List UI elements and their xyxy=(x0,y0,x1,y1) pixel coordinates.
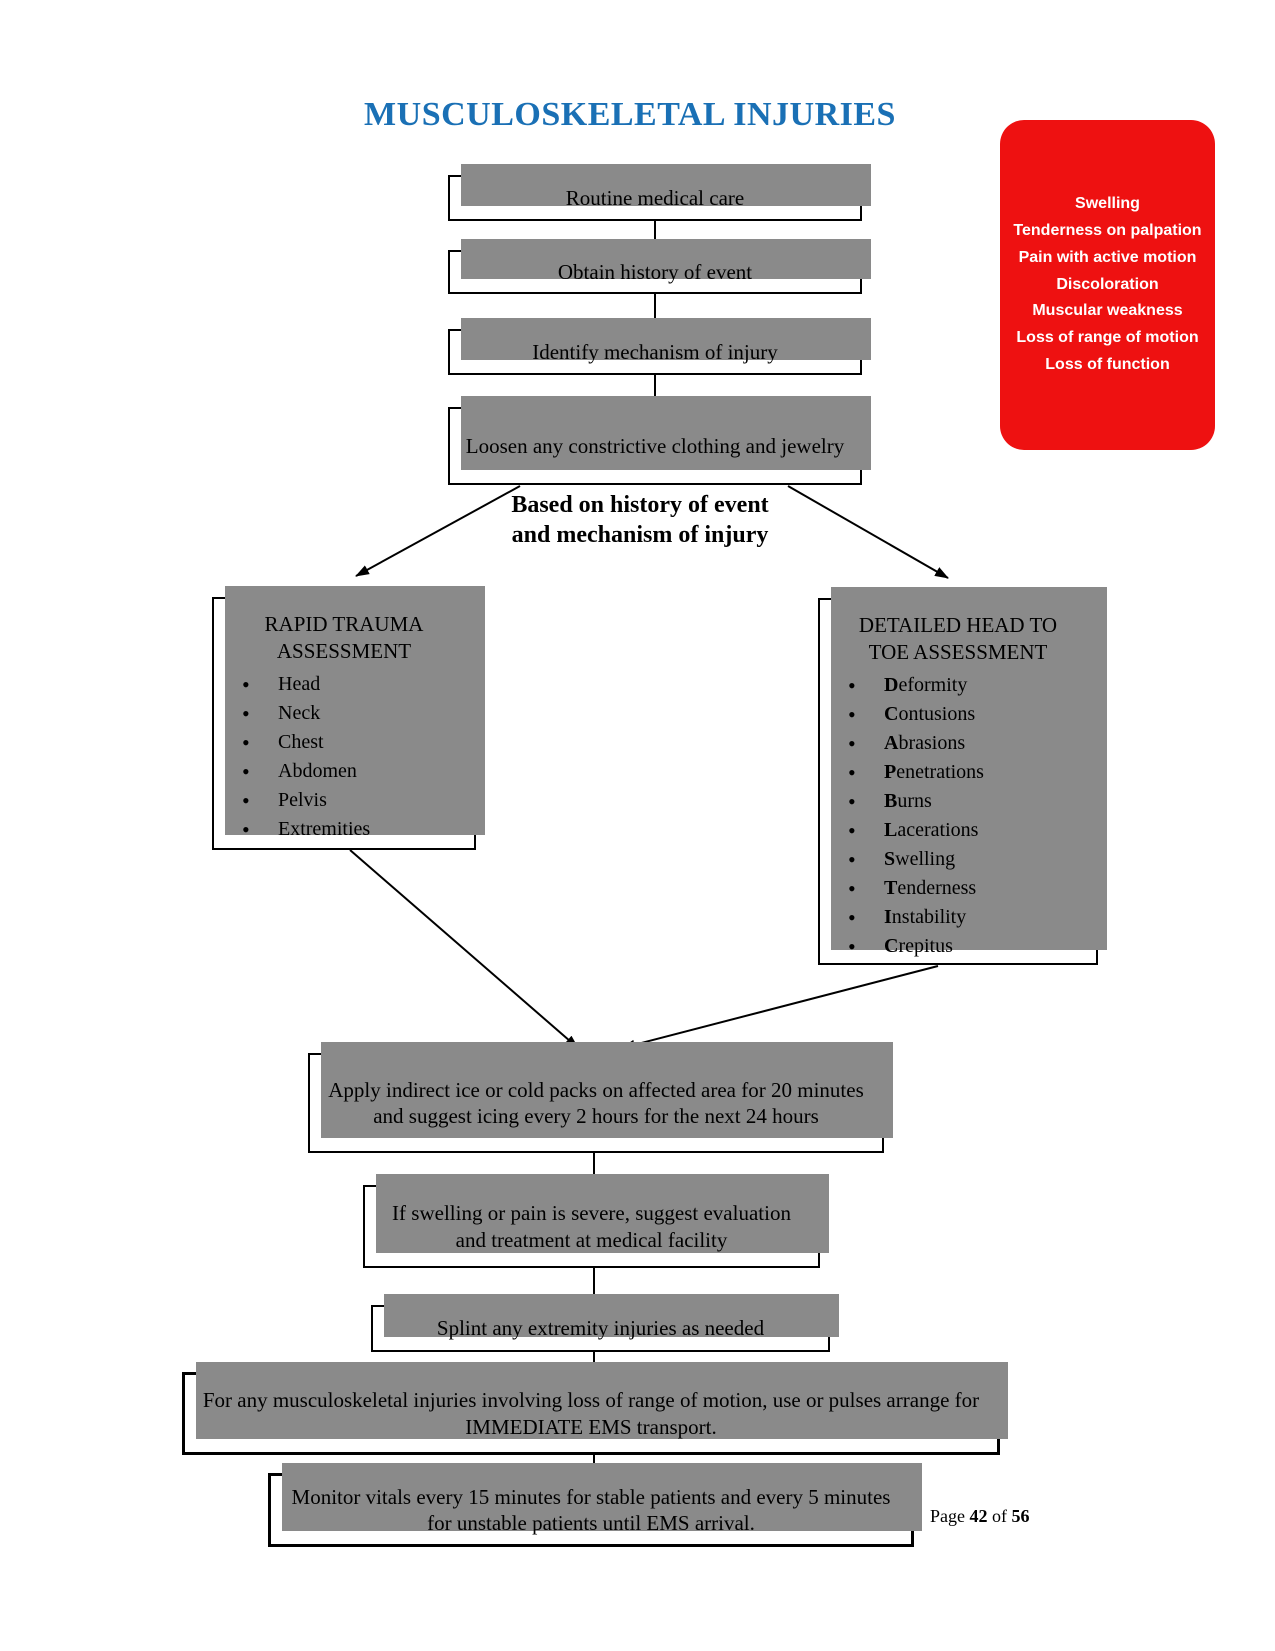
list-item: • Neck xyxy=(214,699,474,728)
flow-step-apply-ice xyxy=(308,1053,884,1153)
branch-label-line2: and mechanism of injury xyxy=(511,522,769,548)
flow-step-label: Identify mechanism of injury xyxy=(532,339,778,364)
list-item: • Pelvis xyxy=(214,786,474,815)
sign-item: Muscular weakness xyxy=(1032,302,1183,320)
list-item: • Abrasions xyxy=(820,729,1096,758)
list-item: • Head xyxy=(214,670,474,699)
page-title: MUSCULOSKELETAL INJURIES xyxy=(364,96,896,133)
rapid-assessment-list xyxy=(214,670,474,844)
list-item: • Extremities xyxy=(214,815,474,844)
list-item: • Abdomen xyxy=(214,757,474,786)
page-total: 56 xyxy=(1011,1506,1030,1526)
flow-step-obtain-history xyxy=(448,250,862,294)
flow-step-label: For any musculoskeletal injuries involving loss of range of motion, use or pulses arrange for IMMEDIATE EMS transport. xyxy=(202,1388,980,1439)
sign-item: Swelling xyxy=(1075,195,1140,213)
signs-symptoms-panel xyxy=(1000,120,1215,450)
flow-step-label: If swelling or pain is severe, suggest evaluation and treatment at medical facility xyxy=(392,1201,791,1252)
list-item: • Instability xyxy=(820,903,1096,932)
list-item: • Chest xyxy=(214,728,474,757)
sign-item: Pain with active motion xyxy=(1018,248,1197,266)
flow-step-identify-mechanism xyxy=(448,329,862,375)
flow-step-monitor-vitals xyxy=(268,1473,914,1547)
rapid-assessment-title: RAPID TRAUMA ASSESSMENT xyxy=(264,612,424,664)
sign-item: Discoloration xyxy=(1056,275,1159,293)
branch-condition-label xyxy=(440,490,840,550)
flow-step-loosen-clothing xyxy=(448,407,862,485)
list-item: • Penetrations xyxy=(820,758,1096,787)
flow-step-label: Splint any extremity injuries as needed xyxy=(436,1316,765,1341)
list-item: • Crepitus xyxy=(820,932,1096,961)
branch-label-line1: Based on history of event xyxy=(511,492,769,518)
flow-step-splint xyxy=(371,1305,830,1352)
flow-step-label: Obtain history of event xyxy=(557,259,753,284)
flow-step-label: Routine medical care xyxy=(565,185,745,210)
rapid-trauma-assessment-box xyxy=(212,597,476,850)
detailed-head-toe-assessment-box xyxy=(818,598,1098,965)
detailed-assessment-list xyxy=(820,671,1096,961)
sign-item: Tenderness on palpation xyxy=(1013,222,1202,239)
list-item: • Deformity xyxy=(820,671,1096,700)
flow-step-label: Apply indirect ice or cold packs on affected area for 20 minutes and suggest icing every 2 hours for the next 24 hours xyxy=(328,1077,864,1128)
list-item: • Swelling xyxy=(820,845,1096,874)
list-item: • Tenderness xyxy=(820,874,1096,903)
page-number: Page 42 of 56 xyxy=(930,1506,1030,1526)
list-item: • Lacerations xyxy=(820,816,1096,845)
page-current: 42 xyxy=(969,1506,988,1526)
list-item: • Contusions xyxy=(820,700,1096,729)
flow-step-label: Loosen any constrictive clothing and jewelry xyxy=(465,433,845,458)
flow-step-routine-care xyxy=(448,175,862,221)
sign-item: Loss of range of motion xyxy=(1016,329,1199,347)
sign-item: Loss of function xyxy=(1045,355,1170,373)
detailed-assessment-title: DETAILED HEAD TO TOE ASSESSMENT xyxy=(858,613,1058,665)
flow-step-if-severe xyxy=(363,1185,820,1268)
flow-step-ems-transport xyxy=(182,1372,1000,1455)
flow-step-label: Monitor vitals every 15 minutes for stable patients and every 5 minutes for unstable patients until EMS arrival. xyxy=(291,1484,891,1535)
list-item: • Burns xyxy=(820,787,1096,816)
